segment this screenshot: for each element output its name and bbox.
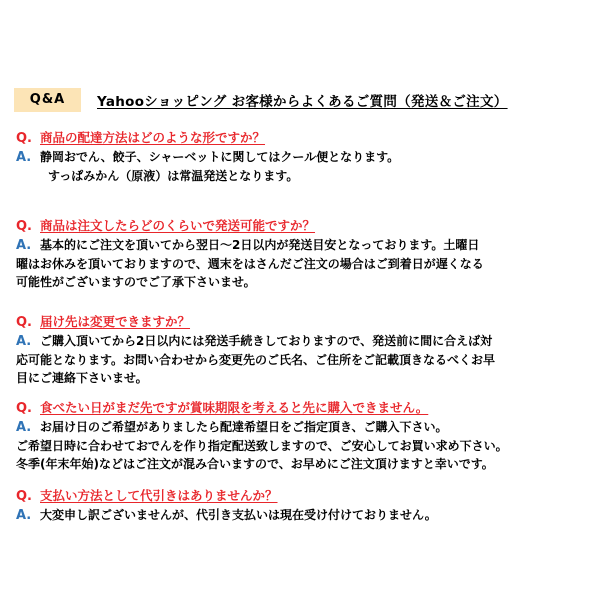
answer-block [16,236,586,291]
question-text: 支払い方法として代引きはありませんか？ [40,488,278,503]
answer-line: 曜はお休みを頂いておりますので、週末をはさんだご注文の場合はご到着日が遅くなる [16,257,484,271]
question-text: 商品の配達方法はどのような形ですか？ [40,130,266,145]
answer-line: 基本的にご注文を頂いてから翌日～2日以内が発送目安となっております。土曜日 [40,238,480,252]
answer-line: 可能性がございますのでご了承下さいませ。 [16,275,256,289]
answer-line: 応可能となります。お問い合わせから変更先のご氏名、ご住所をご記載頂きなるべくお早 [16,353,496,367]
question-row [16,312,586,332]
answer-block [16,506,586,525]
answer-line: 大変申し訳ございませんが、代引き支払いは現在受け付けておりません。 [40,508,437,522]
question-row [16,128,586,148]
qa-item [16,216,586,312]
qa-header [14,88,574,112]
question-row [16,398,586,418]
answer-mark: A. [16,334,32,349]
question-mark: Q. [16,489,32,504]
question-row [16,216,586,236]
answer-line: 目にご連絡下さいませ。 [16,371,148,385]
question-mark: Q. [16,131,32,146]
answer-mark: A. [16,150,32,165]
answer-line: 冬季(年末年始)などはご注文が混み合いますので、お早めにご注文頂けますと幸いです。 [16,457,494,471]
question-text: 食べたい日がまだ先ですが賞味期限を考えると先に購入できません。 [40,400,429,415]
question-text: 商品は注文したらどのくらいで発送可能ですか？ [40,218,316,233]
answer-line: お届け日のご希望がありましたら配達希望日をご指定頂き、ご購入下さい。 [40,420,448,434]
question-mark: Q. [16,219,32,234]
answer-mark: A. [16,508,32,523]
qa-item [16,312,586,398]
answer-line: ご希望日時に合わせておでんを作り指定配送致しますので、ご安心してお買い求め下さい。 [16,439,508,453]
question-mark: Q. [16,315,32,330]
answer-line: すっぱみかん（原液）は常温発送となります。 [48,169,299,183]
question-text: 届け先は変更できますか？ [40,314,191,329]
answer-mark: A. [16,238,32,253]
answer-line: ご購入頂いてから2日以内には発送手続きしておりますので、発送前に間に合えば対 [40,334,493,348]
qa-badge: Q&A [14,88,81,112]
qa-item [16,486,586,530]
question-row [16,486,586,506]
qa-item [16,128,586,216]
qa-item [16,398,586,486]
answer-block [16,148,586,185]
qa-list [16,128,586,530]
answer-mark: A. [16,420,32,435]
page-title: Yahooショッピング お客様からよくあるご質問（発送＆ご注文） [97,94,508,110]
answer-block [16,332,586,387]
answer-line: 静岡おでん、餃子、シャーベットに関してはクール便となります。 [40,150,400,164]
answer-block [16,418,586,473]
question-mark: Q. [16,401,32,416]
